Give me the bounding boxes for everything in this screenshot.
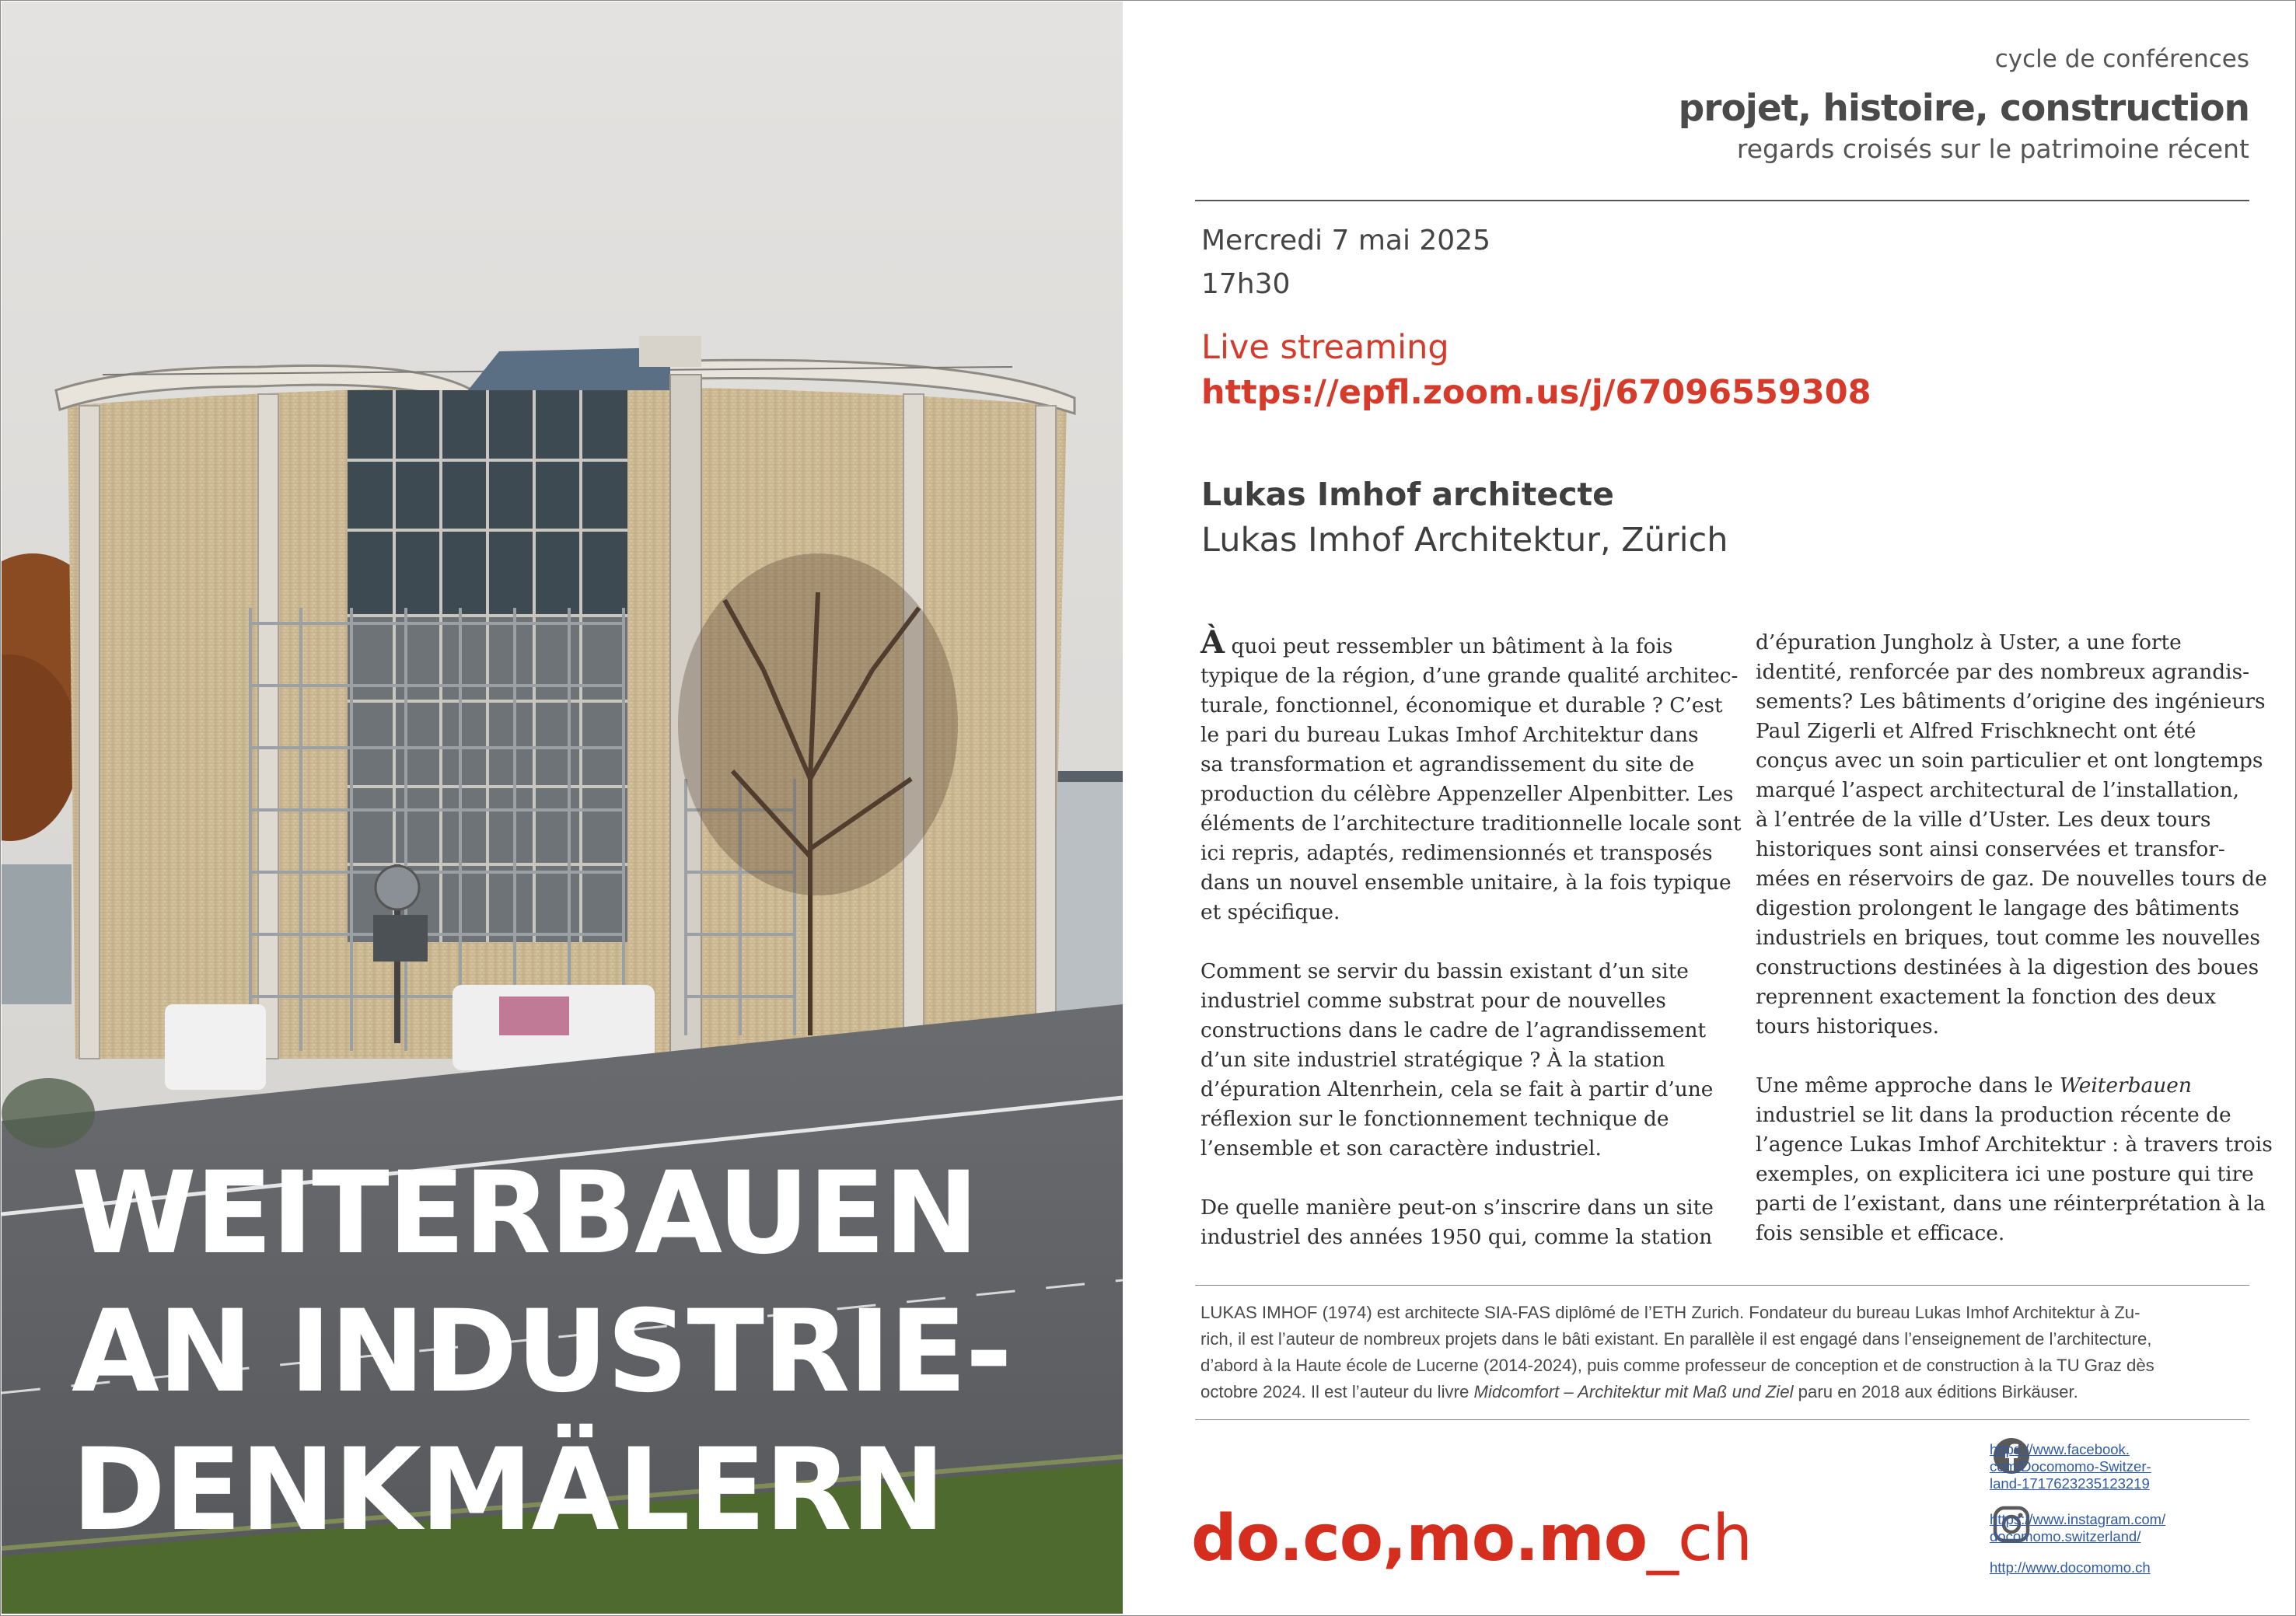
paragraph-3-continued: [1756, 628, 2296, 1042]
headline-line-2: AN INDUSTRIE-: [72, 1286, 1012, 1418]
text-line: industriels en briques, tout comme les nouvelles: [1756, 926, 2260, 950]
instagram-link[interactable]: [1990, 1511, 2165, 1545]
bio-line: LUKAS IMHOF (1974) est architecte SIA-FAS diplômé de l’ETH Zurich. Fondateur du bureau Lukas Imhof Architektur à Zu-: [1200, 1303, 2140, 1322]
link-line[interactable]: land-1717623235123219: [1990, 1475, 2150, 1492]
logo-part: mo: [1406, 1502, 1515, 1576]
text-line: marqué l’aspect architectural de l’installation,: [1756, 778, 2239, 802]
paragraph-4: [1756, 1071, 2296, 1248]
paragraph-3: [1200, 1193, 1760, 1252]
bio-line: rich, il est l’auteur de nombreux projets dans le bâti existant. En parallèle il est engagé dans l’enseignement de l’architecture,: [1200, 1329, 2152, 1349]
speaker-office: Lukas Imhof Architektur, Zürich: [1201, 521, 1728, 560]
text-line: industriel se lit dans la production récente de: [1756, 1103, 2231, 1127]
text-line: sements? Les bâtiments d’origine des ingénieurs: [1756, 689, 2266, 714]
text-line: De quelle manière peut-on s’inscrire dans un site: [1200, 1195, 1714, 1220]
text-line: tours historiques.: [1756, 1014, 1940, 1038]
italic-term: Weiterbauen: [2059, 1073, 2192, 1098]
website-link[interactable]: http://www.docomomo.ch: [1990, 1559, 2151, 1576]
paragraph-1: [1200, 624, 1760, 927]
docomomo-logo: do.co,mo.mo_ch: [1191, 1502, 1753, 1576]
book-title: Midcomfort – Architektur mit Maß und Ziel: [1473, 1382, 1794, 1401]
text-line: reprennent exactement la fonction des deux: [1756, 985, 2216, 1009]
headline-line-1: WEITERBAUEN: [72, 1147, 978, 1279]
footer-divider: [1195, 1419, 2249, 1420]
bio-text: octobre 2024. Il est l’auteur du livre: [1200, 1382, 1474, 1401]
text-line: digestion prolongent le langage des bâtiments: [1756, 896, 2239, 920]
event-time: 17h30: [1201, 268, 1291, 300]
text-line: conçus avec un soin particulier et ont longtemps: [1756, 749, 2263, 773]
text-line: éléments de l’architecture traditionnelle locale sont: [1200, 811, 1742, 836]
event-datetime: [1201, 219, 1490, 306]
series-subtitle: regards croisés sur le patrimoine récent: [1736, 134, 2249, 164]
text-line: à l’entrée de la ville d’Uster. Les deux tours: [1756, 808, 2211, 832]
live-streaming: [1201, 325, 1871, 415]
text-line: turale, fonctionnel, économique et durable ? C’est: [1200, 693, 1723, 717]
text-line: fois sensible et efficace.: [1756, 1221, 2005, 1245]
speaker-name: Lukas Imhof architecte: [1201, 476, 1614, 513]
link-line[interactable]: docomomo.switzerland/: [1990, 1528, 2141, 1544]
series-title: projet, histoire, construction: [1678, 87, 2249, 130]
text-line: Paul Zigerli et Alfred Frischknecht ont été: [1756, 719, 2196, 743]
event-date: Mercredi 7 mai 2025: [1201, 225, 1491, 257]
live-label: Live streaming: [1201, 328, 1449, 367]
headline-line-3: DENKMÄLERN: [72, 1424, 944, 1556]
text-line: quoi peut ressembler un bâtiment à la fois: [1231, 634, 1673, 658]
poster-headline: [72, 1144, 1011, 1559]
text-line: production du célèbre Appenzeller Alpenbitter. Les: [1200, 782, 1734, 806]
bio-line: d’abord à la Haute école de Lucerne (2014-2024), puis comme professeur de conception et de construction à la TU Graz dès: [1200, 1356, 2154, 1375]
series-label: cycle de conférences: [1994, 45, 2249, 73]
text-line: et spécifique.: [1200, 900, 1340, 924]
body-column-1: [1200, 624, 1760, 1282]
text-line: le pari du bureau Lukas Imhof Architektur dans: [1200, 723, 1699, 747]
text-line: sa transformation et agrandissement du site de: [1200, 752, 1695, 777]
bio-text: paru en 2018 aux éditions Birkäuser.: [1793, 1382, 2078, 1401]
text-line: parti de l’existant, dans une réinterprétation à la: [1756, 1192, 2266, 1216]
text-line: l’ensemble et son caractère industriel.: [1200, 1136, 1602, 1161]
text-line: constructions dans le cadre de l’agrandissement: [1200, 1018, 1707, 1042]
text-span: Une même approche dans le: [1756, 1073, 2060, 1098]
text-line: mées en réservoirs de gaz. De nouvelles tours de: [1756, 867, 2267, 891]
bio-divider: [1195, 1285, 2249, 1286]
text-line: industriel comme substrat pour de nouvelles: [1200, 989, 1666, 1013]
text-line: historiques sont ainsi conservées et transfor-: [1756, 837, 2225, 861]
live-url-link[interactable]: https://epfl.zoom.us/j/67096559308: [1201, 373, 1871, 412]
text-line: Comment se servir du bassin existant d’un site: [1200, 959, 1689, 983]
link-line[interactable]: com/Docomomo-Switzer-: [1990, 1458, 2151, 1475]
header-divider: [1195, 200, 2249, 201]
text-line: ici repris, adaptés, redimensionnés et transposés: [1200, 841, 1713, 865]
drop-cap: À: [1200, 624, 1225, 661]
text-line: identité, renforcée par des nombreux agrandis-: [1756, 660, 2250, 684]
logo-part: _ch: [1647, 1502, 1753, 1576]
link-line[interactable]: https://www.facebook.: [1990, 1441, 2130, 1457]
text-line: constructions destinées à la digestion des boues: [1756, 955, 2259, 979]
text-line: d’un site industriel stratégique ? À la station: [1200, 1048, 1665, 1072]
text-line: l’agence Lukas Imhof Architektur : à travers trois: [1756, 1133, 2273, 1157]
bio-line: [1200, 1379, 2250, 1405]
text-line: réflexion sur le fonctionnement technique de: [1200, 1107, 1669, 1131]
logo-part: do: [1191, 1502, 1280, 1576]
facebook-link[interactable]: [1990, 1441, 2151, 1492]
text-line: typique de la région, d’une grande qualité architec-: [1200, 664, 1739, 688]
text-line: exemples, on explicitera ici une posture qui tire: [1756, 1162, 2254, 1186]
text-line: d’épuration Altenrhein, cela se fait à partir d’une: [1200, 1077, 1714, 1101]
cover-photo: [2, 2, 1123, 1614]
logo-part: co: [1302, 1502, 1383, 1576]
paragraph-2: [1200, 957, 1760, 1164]
link-line[interactable]: https://www.instagram.com/: [1990, 1511, 2166, 1527]
body-column-2: [1756, 628, 2296, 1278]
speaker-bio: [1200, 1300, 2250, 1405]
logo-part: mo: [1538, 1502, 1648, 1576]
text-line: industriel des années 1950 qui, comme la station: [1200, 1225, 1713, 1249]
text-line: d’épuration Jungholz à Uster, a une forte: [1756, 630, 2182, 654]
text-line: dans un nouvel ensemble unitaire, à la fois typique: [1200, 871, 1732, 895]
